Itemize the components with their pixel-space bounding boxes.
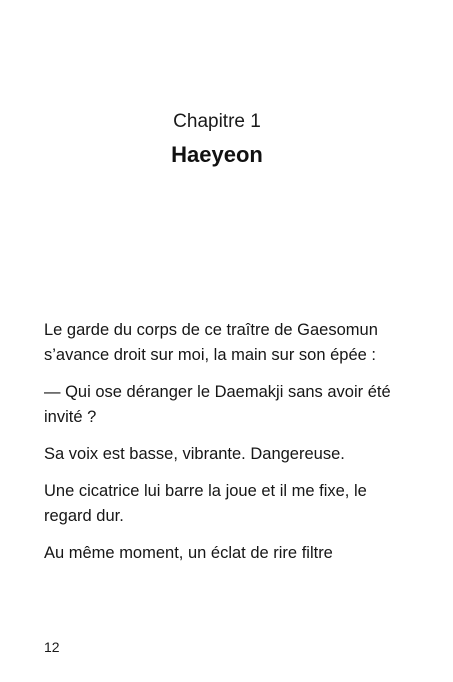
body-text	[44, 318, 412, 578]
paragraph: — Qui ose déranger le Daemakji sans avoir été invité ?	[44, 383, 391, 426]
page-number: 12	[44, 639, 60, 655]
paragraph: Sa voix est basse, vibrante. Dangereuse.	[44, 445, 345, 463]
paragraph: Une cicatrice lui barre la joue et il me fixe, le regard dur.	[44, 482, 367, 525]
paragraph: Au même moment, un éclat de rire filtre	[44, 544, 333, 562]
chapter-label: Chapitre 1	[173, 111, 261, 132]
paragraph: Le garde du corps de ce traître de Gaesomun s’avance droit sur moi, la main sur son épée :	[44, 321, 378, 364]
chapter-title: Haeyeon	[171, 142, 263, 167]
